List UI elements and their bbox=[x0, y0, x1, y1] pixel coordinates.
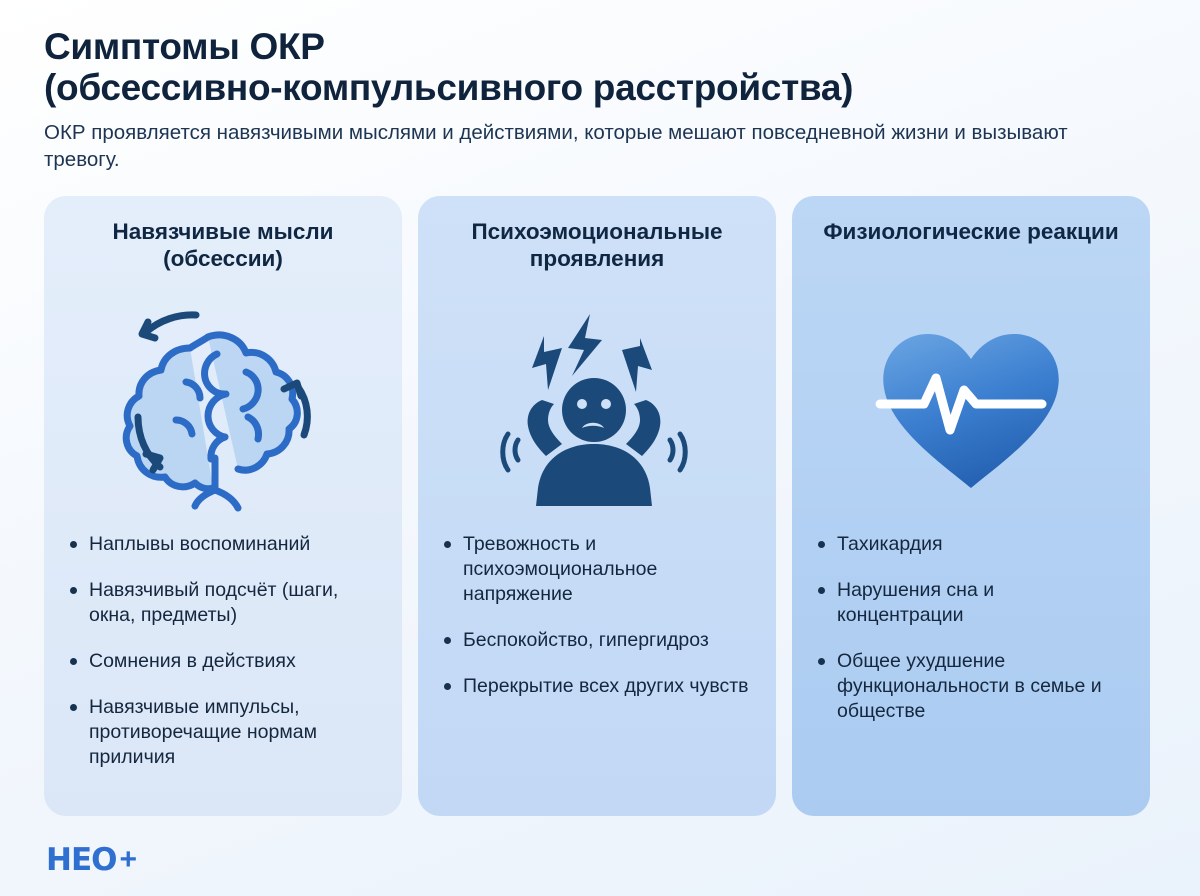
list-item: Общее ухудшение функциональности в семье и обществе bbox=[816, 649, 1126, 724]
card-illustration bbox=[442, 282, 752, 532]
card-physiological bbox=[792, 196, 1150, 816]
list-item: Тревожность и психоэмоциональное напряжение bbox=[442, 532, 752, 607]
card-illustration bbox=[68, 282, 378, 532]
card-psychoemotional bbox=[418, 196, 776, 816]
bullet-list bbox=[68, 532, 378, 770]
cards-container bbox=[44, 196, 1156, 816]
card-title: Психоэмоциональные проявления bbox=[471, 218, 723, 272]
heart-pulse-icon bbox=[846, 292, 1096, 522]
card-title: Физиологические реакции bbox=[823, 218, 1119, 244]
list-item: Наплывы воспоминаний bbox=[68, 532, 378, 557]
bullet-list bbox=[816, 532, 1126, 724]
page-title bbox=[44, 26, 1156, 109]
card-illustration bbox=[816, 282, 1126, 532]
page-title-line1: Симптомы ОКР bbox=[44, 26, 325, 67]
list-item: Навязчивые импульсы, противоречащие нормам приличия bbox=[68, 695, 378, 770]
page-subtitle: ОКР проявляется навязчивыми мыслями и действиями, которые мешают повседневной жизни и вызывают тревогу. bbox=[44, 120, 1068, 172]
card-title: Навязчивые мысли (обсессии) bbox=[112, 218, 334, 272]
brand-logo bbox=[46, 842, 137, 878]
card-obsessive-thoughts bbox=[44, 196, 402, 816]
list-item: Нарушения сна и концентрации bbox=[816, 578, 1126, 628]
brain-icon bbox=[98, 292, 348, 522]
logo-plus-icon: + bbox=[119, 843, 138, 876]
page-title-line2: (обсессивно-компульсивного расстройства) bbox=[44, 67, 854, 109]
list-item: Навязчивый подсчёт (шаги, окна, предметы) bbox=[68, 578, 378, 628]
list-item: Тахикардия bbox=[816, 532, 1126, 557]
list-item: Перекрытие всех других чувств bbox=[442, 674, 752, 699]
list-item: Беспокойство, гипергидроз bbox=[442, 628, 752, 653]
stressed-person-icon bbox=[472, 292, 722, 522]
list-item: Сомнения в действиях bbox=[68, 649, 378, 674]
logo-text: НЕО bbox=[46, 842, 117, 878]
bullet-list bbox=[442, 532, 752, 699]
